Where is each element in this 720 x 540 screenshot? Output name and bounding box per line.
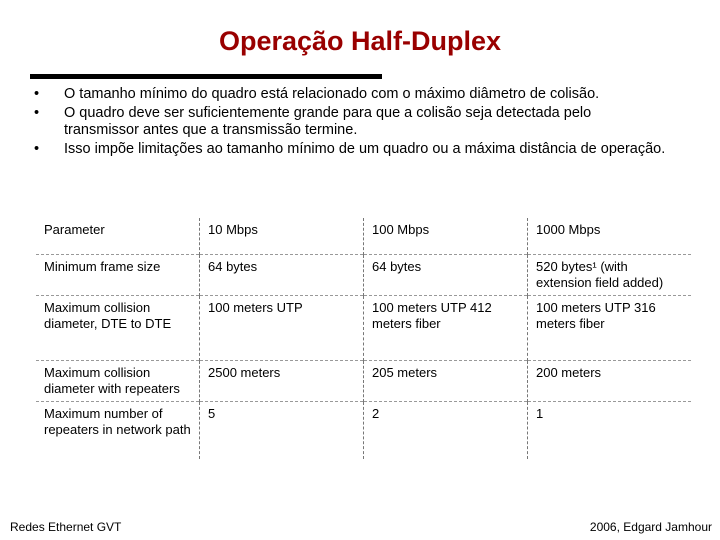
table-cell: Maximum collision diameter with repeaters: [36, 360, 200, 401]
table-cell: 205 meters: [364, 360, 528, 401]
bullet-text: O tamanho mínimo do quadro está relacionado com o máximo diâmetro de colisão.: [64, 86, 600, 102]
table-cell: 200 meters: [528, 360, 692, 401]
table-cell: 100 meters UTP: [200, 295, 364, 360]
bullet-text: O quadro deve ser suficientemente grande para que a colisão seja detectada pelo transmissor antes que a transmissão termine.: [64, 105, 592, 138]
table-cell: 1: [528, 401, 692, 459]
bullet-text: Isso impõe limitações ao tamanho mínimo de um quadro ou a máxima distância de operação.: [64, 141, 666, 157]
table-cell: Minimum frame size: [36, 254, 200, 295]
table-cell: 2500 meters: [200, 360, 364, 401]
table-cell: 1000 Mbps: [528, 218, 692, 254]
table-cell: 100 Mbps: [364, 218, 528, 254]
table-row: [36, 254, 691, 295]
slide-title: Operação Half-Duplex: [218, 26, 502, 56]
table-cell: 10 Mbps: [200, 218, 364, 254]
table-row: [36, 401, 691, 459]
table-cell: 100 meters UTP 316 meters fiber: [528, 295, 692, 360]
table-row: [36, 360, 691, 401]
bullet-item: [30, 86, 670, 103]
table-cell: 100 meters UTP 412 meters fiber: [364, 295, 528, 360]
bullet-dot-icon: •: [34, 86, 40, 102]
table-cell: 2: [364, 401, 528, 459]
bullet-dot-icon: •: [34, 141, 40, 157]
table-cell: Maximum number of repeaters in network path: [36, 401, 200, 459]
ethernet-parameters-table: [36, 218, 691, 459]
table-cell: 5: [200, 401, 364, 459]
bullet-item: [30, 141, 670, 158]
table-row: [36, 295, 691, 360]
title-underline: [30, 74, 382, 79]
table-cell: 64 bytes: [200, 254, 364, 295]
table-header-row: [36, 218, 691, 254]
bullet-item: [30, 105, 670, 139]
footer-course-name: Redes Ethernet GVT: [10, 520, 122, 534]
table-cell: Maximum collision diameter, DTE to DTE: [36, 295, 200, 360]
bullet-dot-icon: •: [34, 105, 40, 121]
table-cell: Parameter: [36, 218, 200, 254]
table-cell: 64 bytes: [364, 254, 528, 295]
footer-author: 2006, Edgard Jamhour: [589, 520, 712, 534]
table-cell: 520 bytes¹ (with extension field added): [528, 254, 692, 295]
bullet-list: [30, 86, 670, 160]
